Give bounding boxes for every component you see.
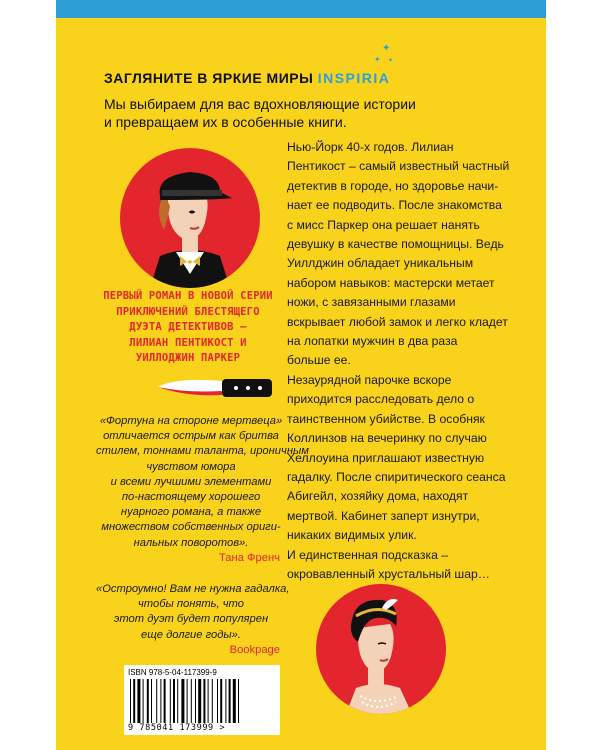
description-paragraph [287, 138, 533, 371]
description-line: И единственная подсказка – [287, 547, 449, 562]
description-line: Хеллоуина приглашают известную [287, 450, 485, 465]
brand-heading [104, 70, 390, 86]
description-line: набором навыков: мастерски метает [287, 275, 495, 290]
quote-line: нуарного романа, а также [120, 506, 262, 519]
description-line: с мисс Паркер она решает нанять [287, 217, 480, 232]
description-line: детектив в городе, но здоровье начи- [287, 178, 499, 193]
quote-line: «Остроумно! Вам не нужна гадалка, [96, 583, 290, 595]
review-quote [96, 414, 309, 566]
tagline-line: ЛИЛИАН ПЕНТИКОСТ И [129, 336, 247, 349]
isbn-label: ISBN 978-5-04-117399-9 [128, 668, 217, 677]
quote-line: стилем, тоннами таланта, ироничным [96, 445, 309, 458]
quote-line: этот дуэт будет популярен [113, 613, 269, 626]
description-line: окровавленный хрустальный шар… [287, 566, 490, 581]
back-cover [56, 0, 546, 750]
description-paragraph [287, 371, 533, 584]
description-line: ножи, с завязанными глазами [287, 295, 456, 310]
quote-line: множеством собственных ориги- [101, 521, 281, 534]
description-line: больше ее. [287, 353, 351, 368]
description-line: вскрывает любой замок и легко кладет [287, 314, 508, 329]
description-line: Абигейл, хозяйку дома, находят [287, 489, 469, 504]
tagline-line: ПЕРВЫЙ РОМАН В НОВОЙ СЕРИИ [103, 290, 273, 302]
intro-text [104, 95, 416, 131]
description-line: таинственном убийстве. В особняк [287, 411, 485, 426]
review-quote [96, 582, 290, 658]
sparkle-icon: ✦ [388, 57, 394, 64]
description-line: на лопатки мужчин в два раза [287, 334, 458, 349]
quote-author: Тана Френч [218, 551, 280, 564]
description-line: Незаурядной парочке вскоре [287, 372, 452, 387]
description-line: Нью-Йорк 40-х годов. Лилиан [287, 140, 454, 154]
description-line: девушку в качестве помощницы. Ведь [287, 237, 504, 252]
brand-heading-text: ЗАГЛЯНИТЕ В ЯРКИЕ МИРЫ [104, 70, 314, 86]
intro-line: Мы выбираем для вас вдохновляющие истории [104, 96, 416, 112]
sparkle-icon: ✦ [374, 55, 381, 64]
description-line: нает ее подводить. После знакомства [287, 198, 502, 213]
tagline-line: ДУЭТА ДЕТЕКТИВОВ – [129, 321, 247, 333]
top-color-bar [56, 0, 546, 18]
detective-woman-portrait [120, 148, 260, 288]
sparkle-icon: ✦ [382, 43, 391, 54]
description-line: гадалку. После спиритического сеанса [287, 469, 506, 484]
quote-line: «Фортуна на стороне мертвеца» [99, 415, 283, 427]
isbn-barcode [124, 665, 280, 735]
quote-author: Bookpage [229, 643, 280, 656]
quote-line: чтобы понять, что [138, 598, 244, 611]
tagline-line: ПРИКЛЮЧЕНИЙ БЛЕСТЯЩЕГО [116, 305, 260, 318]
barcode-digits: 9 785041 173999 > [128, 723, 226, 733]
description-line: Уиллджин обладает уникальным [287, 256, 474, 271]
description-line: никаких видимых улик. [287, 528, 417, 543]
description-line: Коллинзов на вечеринку по случаю [287, 431, 487, 446]
quote-line: и всеми лучшими элементами [110, 475, 272, 488]
quote-line: еще долгие годы». [141, 628, 241, 641]
intro-line: и превращаем их в особенные книги. [104, 114, 347, 130]
brand-accent: INSPIRIA [317, 70, 391, 86]
quote-line: чувством юмора [146, 460, 236, 473]
tagline-line: УИЛЛОДЖИН ПАРКЕР [135, 352, 241, 364]
series-tagline [100, 289, 276, 367]
description-line: Пентикост – самый известный частный [287, 159, 510, 174]
quote-line: нальных поворотов». [133, 536, 249, 549]
quote-line: по-настоящему хорошего [121, 491, 261, 504]
flapper-woman-portrait [316, 584, 446, 714]
quote-line: отличается острым как бритва [103, 430, 279, 443]
barcode-bars [130, 679, 274, 723]
description-line: мертвой. Кабинет заперт изнутри, [287, 508, 480, 523]
knife-icon [156, 375, 276, 401]
book-description [287, 138, 533, 584]
description-line: приходится расследовать дело о [287, 392, 475, 407]
